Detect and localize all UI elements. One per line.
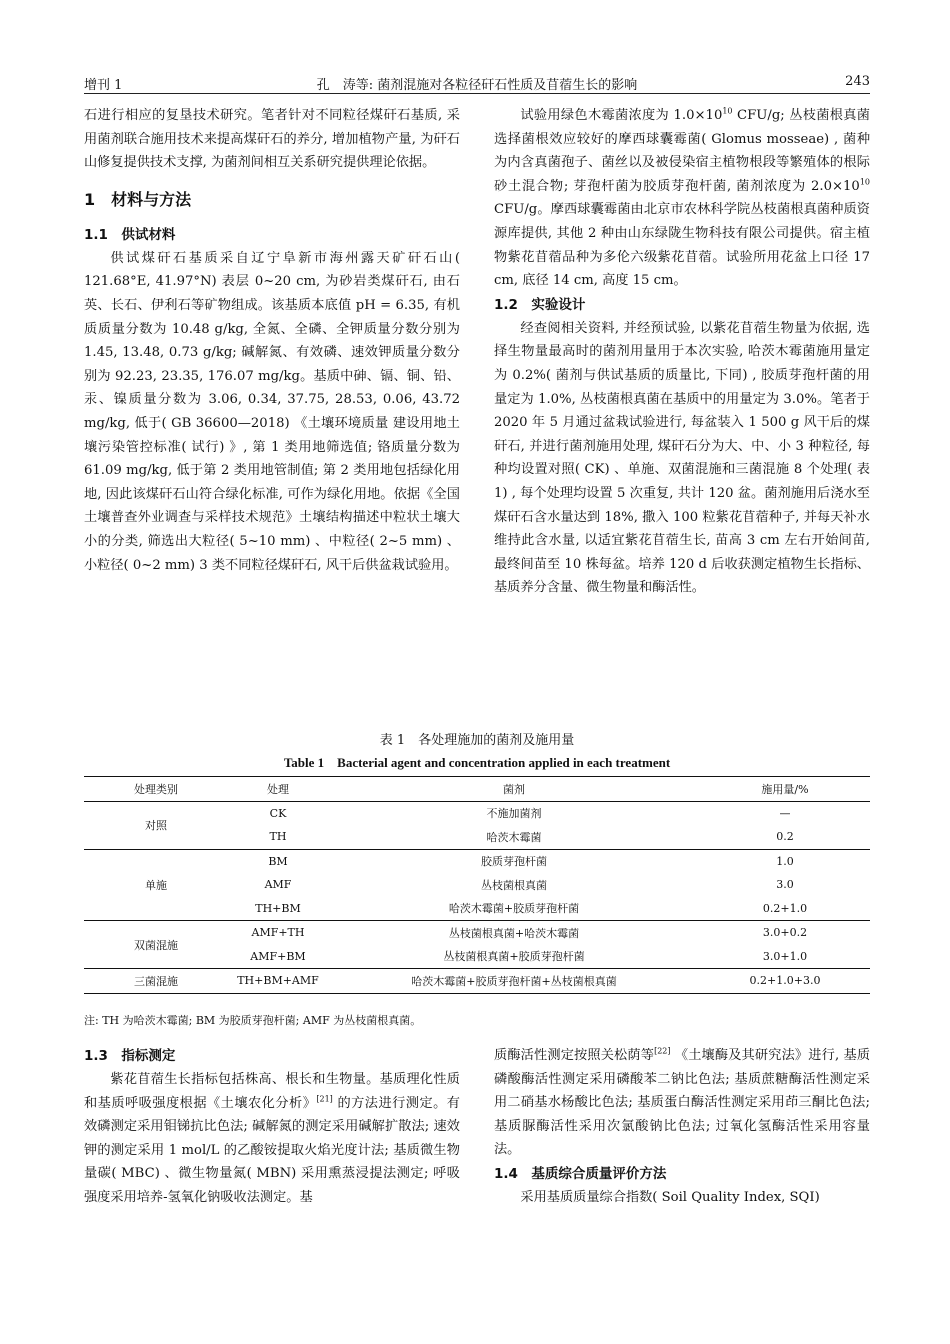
section-heading-1-4: 1.4 基质综合质量评价方法 <box>494 1165 667 1182</box>
col-header-treatment: 处理 <box>228 777 328 802</box>
article-running-title: 孔 涛等: 菌剂混施对各粒径矸石性质及苜蓿生长的影响 <box>316 78 638 93</box>
paragraph-materials: 供试煤矸石基质采自辽宁阜新市海州露天矿矸石山( 121.68°E, 41.97°N) 表层 0~20 cm, 为砂岩类煤矸石, 由石英、长石、伊利石等矿物组成。该基质本底值 pH = 6.35, 有机质质量分数为 10.48 g/kg, 全氮、全磷、全钾质量分数分别为 1.45, 13.48, 0.73 g/kg; 碱解氮、有效磷、速效钾质量分数分别为 92.23, 23.35, 176.07 mg/kg。基质中砷、镉、铜、铅、汞、镍质量分数为 3.06, 0.34, 37.75, 28.53, 0.06, 43.72 mg/kg, 低于( GB 36600—2018) 《土壤环境质量 建设用地土壤污染管控标准( 试行) 》, 第 1 类用地筛选值; 铬质量分数为 61.09 mg/kg, 低于第 2 类用地管制值; 第 2 类用地包括绿化用地, 因此该煤矸石山符合绿化标准, 可作为绿化用地。依据《全国土壤普查外业调查与采样技术规范》土壤结构描述中粒状土壤大小的分类, 筛选出大粒径( 5~10 mm) 、中粒径( 2~5 mm) 、小粒径( 0~2 mm) 3 类不同粒径煤矸石, 风干后供盆栽试验用。 <box>84 250 460 573</box>
section-heading-1: 1 材料与方法 <box>84 189 192 209</box>
category-cell: 对照 <box>145 819 167 832</box>
table-row: 三菌混施 TH+BM+AMF 哈茨木霉菌+胶质芽孢杆菌+丛枝菌根真菌 0.2+1.0+3.0 <box>84 969 870 994</box>
col-header-agent: 菌剂 <box>328 777 700 802</box>
left-column-top <box>84 104 460 577</box>
paragraph-agents: 试验用绿色木霉菌浓度为 $1.0\times 10^{10}$ CFU/g; 丛枝菌根真菌选择菌根效应较好的摩西球囊霉菌( Glomus mosseae) , 菌种为内含真菌孢子、菌丝以及被侵染宿主植物根段等繁殖体的根际砂土混合物; 芽孢杆菌为胶质芽孢杆菌, 菌剂浓度为 $2.0\times 10^{10}$ CFU/g。摩西球囊霉菌由北京市农林科学院丛枝菌根真菌种质资源库提供, 其他 2 种由山东绿陇生物科技有限公司提供。宿主植物紫花苜蓿品种为多伦六级紫花苜蓿。试验所用花盆上口径 17 cm, 底径 14 cm, 高度 15 cm。 <box>494 106 870 289</box>
table-caption-cn: 表 1 各处理施加的菌剂及施用量 <box>379 733 575 748</box>
page-number: 243 <box>845 74 870 89</box>
paragraph-sqi: 采用基质质量综合指数( Soil Quality Index, SQI) <box>520 1189 820 1205</box>
treatment-table <box>84 776 870 994</box>
table-row: TH+BM 哈茨木霉菌+胶质芽孢杆菌 0.2+1.0 <box>255 901 808 916</box>
category-cell: 单施 <box>84 849 228 921</box>
table-caption <box>84 730 870 774</box>
paragraph-design: 经查阅相关资料, 并经预试验, 以紫花苜蓿生物量为依据, 选择生物量最高时的菌剂用量用于本次实验, 哈茨木霉菌施用量定为 0.2%( 菌剂与供试基质的质量比, 下同) , 胶质芽孢杆菌的用量定为 1.0%, 丛枝菌根真菌在基质中的用量定为 3.0%。笔者于 2020 年 5 月通过盆栽试验进行, 每盆装入 1 500 g 风干后的煤矸石, 并进行菌剂施用处理, 煤矸石分为大、中、小 3 种粒径, 每种均设置对照( CK) 、单施、双菌混施和三菌混施 8 个处理( 表 1) , 每个处理均设置 5 次重复, 共计 120 盆。菌剂施用后浇水至煤矸石含水量达到 18%, 撒入 100 粒紫花苜蓿种子, 并每天补水维持此含水量, 以适宜紫花苜蓿生长, 苗高 3 cm 左右开始间苗, 最终间苗至 10 株每盆。培养 120 d 后收获测定植物生长指标、基质养分含量、微生物量和酶活性。 <box>494 320 870 596</box>
paragraph-intro-end: 石进行相应的复垦技术研究。笔者针对不同粒径煤矸石基质, 采用菌剂联合施用技术来提高煤矸石的养分, 增加植物产量, 为矸石山修复提供技术支撑, 为菌剂间相互关系研究提供理论依据。 <box>84 108 460 171</box>
right-column-bottom <box>494 1044 870 1210</box>
paragraph-indicators: 紫花苜蓿生长指标包括株高、根长和生物量。基质理化性质和基质呼吸强度根据《土壤农化分析》[21] 的方法进行测定。有效磷测定采用钼锑抗比色法; 碱解氮的测定采用碱解扩散法; 速效钾的测定采用 1 mol/L 的乙酸铵提取火焰光度计法; 基质微生物量碳( MBC) 、微生物量氮( MBN) 采用熏蒸浸提法测定; 呼吸强度采用培养-氢氧化钠吸收法测定。基 <box>84 1072 460 1205</box>
table-header-row <box>84 777 870 802</box>
table-row: 单施 BM 胶质芽孢杆菌 1.0 <box>84 849 870 873</box>
table-row: 双菌混施 AMF+TH 丛枝菌根真菌+哈茨木霉菌 3.0+0.2 <box>84 921 870 945</box>
table-row: AMF+BM 丛枝菌根真菌+胶质芽孢杆菌 3.0+1.0 <box>250 949 808 964</box>
table-caption-en: Table 1 Bacterial agent and concentration applied in each treatment <box>283 755 671 770</box>
category-cell: 三菌混施 <box>84 969 228 994</box>
paragraph-enzymes: 质酶活性测定按照关松荫等[22] 《土壤酶及其研究法》进行, 基质磷酸酶活性测定采用磷酸苯二钠比色法; 基质蔗糖酶活性测定采用二硝基水杨酸比色法; 基质蛋白酶活性测定采用茚三酮比色法; 基质脲酶活性采用次氯酸钠比色法; 过氧化氢酶活性采用容量法。 <box>494 1046 871 1158</box>
section-heading-1-2: 1.2 实验设计 <box>494 296 586 313</box>
header-rule <box>84 93 870 94</box>
table-row: 对照 CK 不施加菌剂 — <box>84 801 870 825</box>
table-row: AMF 丛枝菌根真菌 3.0 <box>264 878 794 892</box>
col-header-category: 处理类别 <box>84 777 228 802</box>
right-column-top <box>494 104 870 600</box>
journal-issue: 增刊 1 <box>84 78 123 93</box>
section-heading-1-1: 1.1 供试材料 <box>84 226 176 243</box>
category-cell: 双菌混施 <box>84 921 228 969</box>
table-row: TH 哈茨木霉菌 0.2 <box>269 830 794 844</box>
table-note: 注: TH 为哈茨木霉菌; BM 为胶质芽孢杆菌; AMF 为丛枝菌根真菌。 <box>84 1014 422 1027</box>
section-heading-1-3: 1.3 指标测定 <box>84 1048 176 1064</box>
left-column-bottom <box>84 1044 460 1210</box>
col-header-dosage: 施用量/% <box>700 777 870 802</box>
